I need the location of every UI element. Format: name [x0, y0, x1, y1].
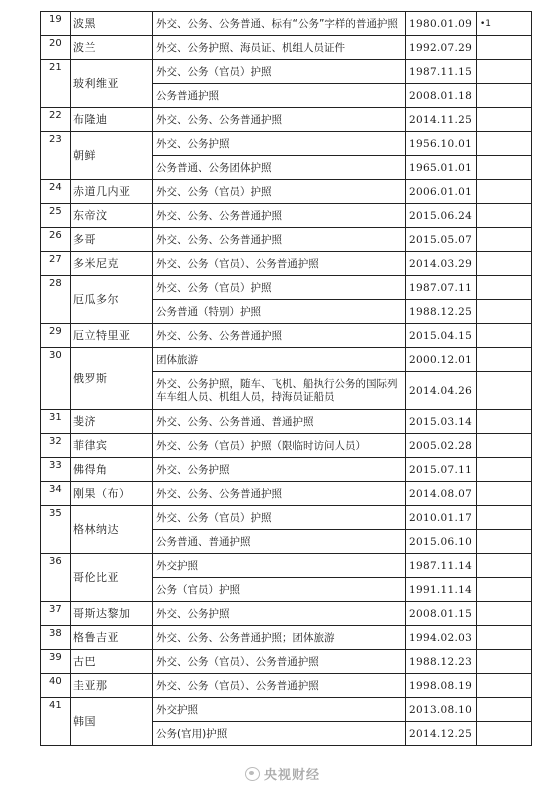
- note: [477, 156, 532, 180]
- note: [477, 132, 532, 156]
- country-name: 多米尼克: [71, 252, 153, 276]
- effective-date: 2008.01.18: [406, 84, 477, 108]
- passport-type: 公务（官员）护照: [153, 578, 406, 602]
- country-name: 斐济: [71, 410, 153, 434]
- row-number: 20: [41, 36, 71, 60]
- effective-date: 1965.01.01: [406, 156, 477, 180]
- passport-type: 外交、公务护照，随车、飞机、船执行公务的国际列车车组人员、机组人员，持海员证船员: [153, 372, 406, 410]
- note: [477, 530, 532, 554]
- watermark: [245, 764, 320, 783]
- effective-date: 1988.12.25: [406, 300, 477, 324]
- note: [477, 372, 532, 410]
- country-name: 俄罗斯: [71, 348, 153, 410]
- country-name: 韩国: [71, 698, 153, 746]
- passport-type: 公务普通（特别）护照: [153, 300, 406, 324]
- weibo-icon: [245, 767, 260, 781]
- country-name: 布隆迪: [71, 108, 153, 132]
- country-name: 朝鲜: [71, 132, 153, 180]
- table-row: [41, 108, 532, 132]
- row-number: 19: [41, 12, 71, 36]
- table-row: [41, 482, 532, 506]
- table-row: [41, 602, 532, 626]
- row-number: 36: [41, 554, 71, 602]
- country-name: 玻利维亚: [71, 60, 153, 108]
- passport-type: 外交、公务（官员）、公务普通护照: [153, 252, 406, 276]
- table-row: [41, 276, 532, 300]
- note: [477, 108, 532, 132]
- row-number: 21: [41, 60, 71, 108]
- passport-type: 外交、公务、公务普通、标有“公务”字样的普通护照: [153, 12, 406, 36]
- note: [477, 674, 532, 698]
- note: [477, 434, 532, 458]
- row-number: 29: [41, 324, 71, 348]
- country-name: 东帝汶: [71, 204, 153, 228]
- row-number: 32: [41, 434, 71, 458]
- passport-type: 外交、公务（官员）护照: [153, 180, 406, 204]
- passport-type: 外交、公务（官员）护照: [153, 276, 406, 300]
- passport-type: 外交、公务、公务普通护照: [153, 108, 406, 132]
- passport-type: 外交、公务（官员）护照（限临时访问人员）: [153, 434, 406, 458]
- effective-date: 2014.12.25: [406, 722, 477, 746]
- passport-type: 公务普通、公务团体护照: [153, 156, 406, 180]
- row-number: 41: [41, 698, 71, 746]
- country-name: 哥斯达黎加: [71, 602, 153, 626]
- country-name: 哥伦比亚: [71, 554, 153, 602]
- note: [477, 458, 532, 482]
- row-number: 34: [41, 482, 71, 506]
- effective-date: 1988.12.23: [406, 650, 477, 674]
- row-number: 22: [41, 108, 71, 132]
- row-number: 24: [41, 180, 71, 204]
- note: [477, 698, 532, 722]
- row-number: 39: [41, 650, 71, 674]
- note: [477, 60, 532, 84]
- effective-date: 1987.07.11: [406, 276, 477, 300]
- table-row: [41, 348, 532, 372]
- passport-type: 外交、公务、公务普通护照: [153, 324, 406, 348]
- note: [477, 276, 532, 300]
- table-row: [41, 626, 532, 650]
- table-row: [41, 228, 532, 252]
- row-number: 37: [41, 602, 71, 626]
- note: [477, 84, 532, 108]
- effective-date: 2015.04.15: [406, 324, 477, 348]
- effective-date: 2015.06.24: [406, 204, 477, 228]
- note: •1: [477, 12, 532, 36]
- passport-type: 外交、公务、公务普通护照: [153, 228, 406, 252]
- effective-date: 1980.01.09: [406, 12, 477, 36]
- table-row: [41, 204, 532, 228]
- passport-type: 公务(官用)护照: [153, 722, 406, 746]
- watermark-text: 央视财经: [264, 768, 321, 783]
- note: [477, 482, 532, 506]
- effective-date: 2015.03.14: [406, 410, 477, 434]
- note: [477, 578, 532, 602]
- country-name: 格林纳达: [71, 506, 153, 554]
- passport-type: 外交、公务、公务普通、普通护照: [153, 410, 406, 434]
- table-row: [41, 698, 532, 722]
- effective-date: 2014.11.25: [406, 108, 477, 132]
- passport-type: 外交护照: [153, 698, 406, 722]
- table-row: [41, 60, 532, 84]
- note: [477, 348, 532, 372]
- note: [477, 410, 532, 434]
- effective-date: 2000.12.01: [406, 348, 477, 372]
- note: [477, 506, 532, 530]
- country-name: 刚果（布）: [71, 482, 153, 506]
- passport-type: 外交、公务护照: [153, 458, 406, 482]
- row-number: 30: [41, 348, 71, 410]
- row-number: 27: [41, 252, 71, 276]
- effective-date: 2010.01.17: [406, 506, 477, 530]
- effective-date: 2015.06.10: [406, 530, 477, 554]
- note: [477, 554, 532, 578]
- country-name: 格鲁吉亚: [71, 626, 153, 650]
- table-row: [41, 506, 532, 530]
- row-number: 35: [41, 506, 71, 554]
- effective-date: 2013.08.10: [406, 698, 477, 722]
- table-row: [41, 458, 532, 482]
- table-row: [41, 674, 532, 698]
- row-number: 31: [41, 410, 71, 434]
- country-name: 赤道几内亚: [71, 180, 153, 204]
- table-row: [41, 554, 532, 578]
- note: [477, 324, 532, 348]
- passport-type: 外交、公务护照、海员证、机组人员证件: [153, 36, 406, 60]
- passport-type: 外交、公务（官员）护照: [153, 506, 406, 530]
- effective-date: 1987.11.14: [406, 554, 477, 578]
- effective-date: 2015.05.07: [406, 228, 477, 252]
- table-row: [41, 650, 532, 674]
- row-number: 33: [41, 458, 71, 482]
- table-row: [41, 434, 532, 458]
- passport-type: 团体旅游: [153, 348, 406, 372]
- effective-date: 2005.02.28: [406, 434, 477, 458]
- note: [477, 650, 532, 674]
- row-number: 38: [41, 626, 71, 650]
- note: [477, 626, 532, 650]
- table-row: [41, 36, 532, 60]
- effective-date: 2008.01.15: [406, 602, 477, 626]
- passport-type: 外交、公务护照: [153, 132, 406, 156]
- passport-type: 外交、公务（官员）、公务普通护照: [153, 650, 406, 674]
- table-row: [41, 12, 532, 36]
- note: [477, 228, 532, 252]
- passport-type: 外交护照: [153, 554, 406, 578]
- country-name: 古巴: [71, 650, 153, 674]
- country-name: 佛得角: [71, 458, 153, 482]
- visa-agreement-table: [40, 11, 532, 746]
- country-name: 波黑: [71, 12, 153, 36]
- note: [477, 252, 532, 276]
- row-number: 28: [41, 276, 71, 324]
- effective-date: 2015.07.11: [406, 458, 477, 482]
- table-row: [41, 180, 532, 204]
- note: [477, 722, 532, 746]
- effective-date: 1991.11.14: [406, 578, 477, 602]
- passport-type: 外交、公务（官员）护照: [153, 60, 406, 84]
- row-number: 40: [41, 674, 71, 698]
- passport-type: 外交、公务护照: [153, 602, 406, 626]
- table-row: [41, 324, 532, 348]
- country-name: 圭亚那: [71, 674, 153, 698]
- effective-date: 1998.08.19: [406, 674, 477, 698]
- note: [477, 602, 532, 626]
- note: [477, 300, 532, 324]
- passport-type: 外交、公务、公务普通护照；团体旅游: [153, 626, 406, 650]
- country-name: 波兰: [71, 36, 153, 60]
- passport-type: 公务普通、普通护照: [153, 530, 406, 554]
- row-number: 26: [41, 228, 71, 252]
- note: [477, 204, 532, 228]
- effective-date: 1994.02.03: [406, 626, 477, 650]
- note: [477, 180, 532, 204]
- note: [477, 36, 532, 60]
- table-row: [41, 132, 532, 156]
- country-name: 厄立特里亚: [71, 324, 153, 348]
- passport-type: 外交、公务、公务普通护照: [153, 204, 406, 228]
- effective-date: 2006.01.01: [406, 180, 477, 204]
- passport-type: 外交、公务（官员）、公务普通护照: [153, 674, 406, 698]
- country-name: 多哥: [71, 228, 153, 252]
- effective-date: 2014.08.07: [406, 482, 477, 506]
- country-name: 菲律宾: [71, 434, 153, 458]
- table-row: [41, 252, 532, 276]
- effective-date: 2014.03.29: [406, 252, 477, 276]
- passport-type: 公务普通护照: [153, 84, 406, 108]
- effective-date: 1956.10.01: [406, 132, 477, 156]
- row-number: 25: [41, 204, 71, 228]
- effective-date: 1992.07.29: [406, 36, 477, 60]
- effective-date: 2014.04.26: [406, 372, 477, 410]
- passport-type: 外交、公务、公务普通护照: [153, 482, 406, 506]
- country-name: 厄瓜多尔: [71, 276, 153, 324]
- effective-date: 1987.11.15: [406, 60, 477, 84]
- table-row: [41, 410, 532, 434]
- row-number: 23: [41, 132, 71, 180]
